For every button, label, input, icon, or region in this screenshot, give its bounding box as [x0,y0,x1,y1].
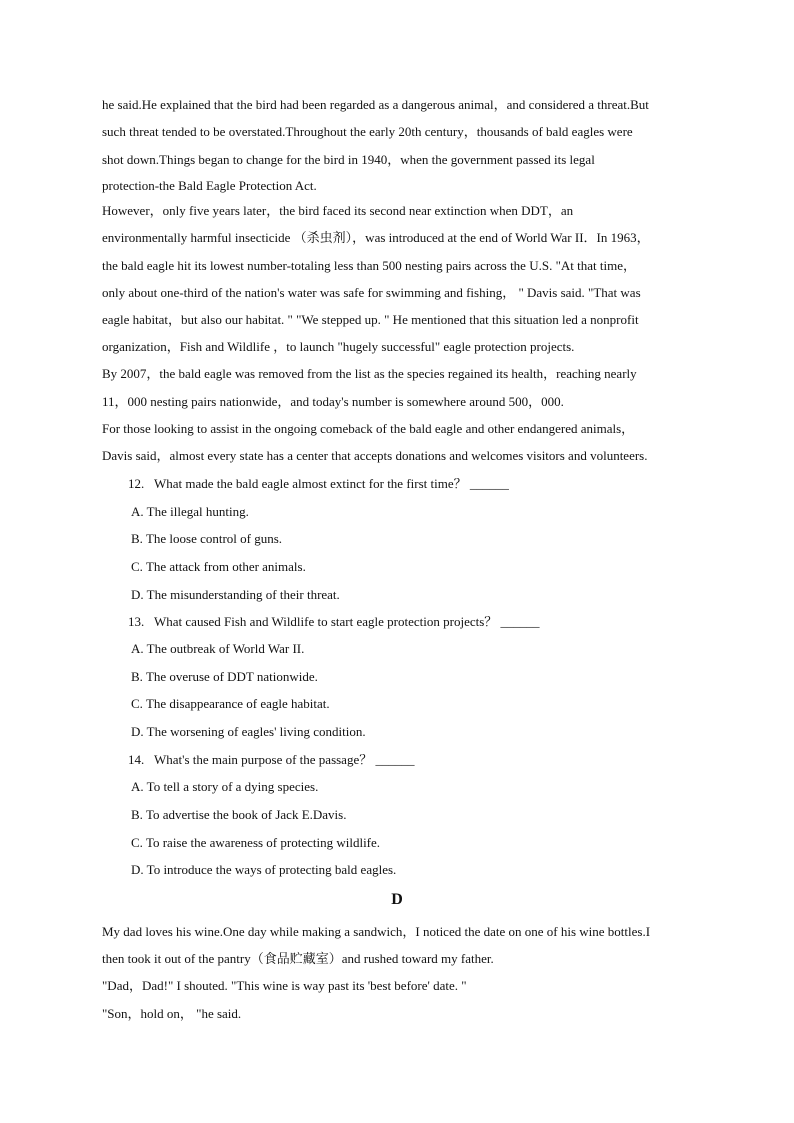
option-13d[interactable] [131,724,366,740]
passage-line: he said.He explained that the bird had been regarded as a dangerous animal，and considered a threat.But [102,97,649,112]
passage-line: environmentally harmful insecticide （杀虫剂），was introduced at the end of World War II．In 1963， [102,230,650,245]
option-text: The misunderstanding of their threat. [146,587,340,602]
option-text: To advertise the book of Jack E.Davis. [145,807,347,822]
option-letter: B. [131,531,143,546]
option-letter: C. [131,835,143,850]
section-heading: D [391,891,403,908]
option-12a[interactable] [131,504,249,520]
option-letter: A. [131,641,144,656]
option-letter: A. [131,504,144,519]
option-14d[interactable] [131,862,396,878]
passage-line: eagle habitat，but also our habitat. " "We stepped up. " He mentioned that this situation led a nonprofit [102,312,639,327]
passage-line: However，only five years later，the bird faced its second near extinction when DDT，an [102,203,574,218]
option-letter: D. [131,724,144,739]
option-12d[interactable] [131,587,340,603]
passage-line: only about one-third of the nation's water was safe for swimming and fishing， " Davis said. "That was [102,285,641,300]
option-13c[interactable] [131,696,330,712]
passage-line: "Dad，Dad!" I shouted. "This wine is way past its 'best before' date. " [102,978,467,993]
option-letter: B. [131,807,143,822]
option-text: The attack from other animals. [145,559,306,574]
option-12b[interactable] [131,531,282,547]
option-text: The illegal hunting. [146,504,249,519]
option-text: To raise the awareness of protecting wildlife. [145,835,381,850]
question-text: What's the main purpose of the passage？ ______ [154,752,415,767]
option-text: The overuse of DDT nationwide. [145,669,318,684]
question-number: 12. [128,476,145,491]
option-12c[interactable] [131,559,306,575]
question-text: What caused Fish and Wildlife to start eagle protection projects？ ______ [154,614,540,629]
option-text: The worsening of eagles' living condition. [146,724,366,739]
option-letter: C. [131,696,143,711]
option-14b[interactable] [131,807,346,823]
option-text: The disappearance of eagle habitat. [145,696,330,711]
passage-line: the bald eagle hit its lowest number-totaling less than 500 nesting pairs across the U.S. "At that time， [102,258,636,273]
option-text: The outbreak of World War II. [146,641,305,656]
option-text: To tell a story of a dying species. [146,779,319,794]
question-12 [128,476,509,492]
passage-line: By 2007，the bald eagle was removed from the list as the species regained its health，reaching nearly [102,366,637,381]
option-13b[interactable] [131,669,318,685]
passage-line: "Son，hold on， "he said. [102,1006,242,1021]
option-letter: C. [131,559,143,574]
question-number: 14. [128,752,145,767]
passage-line: My dad loves his wine.One day while making a sandwich，I noticed the date on one of his wine bottles.I [102,924,651,939]
option-13a[interactable] [131,641,304,657]
option-text: To introduce the ways of protecting bald eagles. [146,862,397,877]
option-letter: B. [131,669,143,684]
passage-line: organization，Fish and Wildlife ，to launch "hugely successful" eagle protection projects. [102,339,575,354]
question-text: What made the bald eagle almost extinct for the first time？ ______ [154,476,509,491]
question-13 [128,614,540,630]
passage-line: 11，000 nesting pairs nationwide，and today's number is somewhere around 500，000. [102,394,564,409]
option-letter: D. [131,587,144,602]
passage-line: then took it out of the pantry（食品贮藏室）and rushed toward my father. [102,951,494,966]
passage-line: shot down.Things began to change for the bird in 1940，when the government passed its legal [102,152,595,167]
option-letter: D. [131,862,144,877]
option-14a[interactable] [131,779,318,795]
question-number: 13. [128,614,145,629]
passage-line: For those looking to assist in the ongoing comeback of the bald eagle and other endangered animals， [102,421,635,436]
passage-line: Davis said，almost every state has a center that accepts donations and welcomes visitors and volunteers. [102,448,648,463]
passage-line: protection-the Bald Eagle Protection Act. [102,178,317,193]
question-14 [128,752,414,768]
option-letter: A. [131,779,144,794]
option-text: The loose control of guns. [145,531,283,546]
passage-line: such threat tended to be overstated.Throughout the early 20th century，thousands of bald eagles were [102,124,633,139]
option-14c[interactable] [131,835,380,851]
